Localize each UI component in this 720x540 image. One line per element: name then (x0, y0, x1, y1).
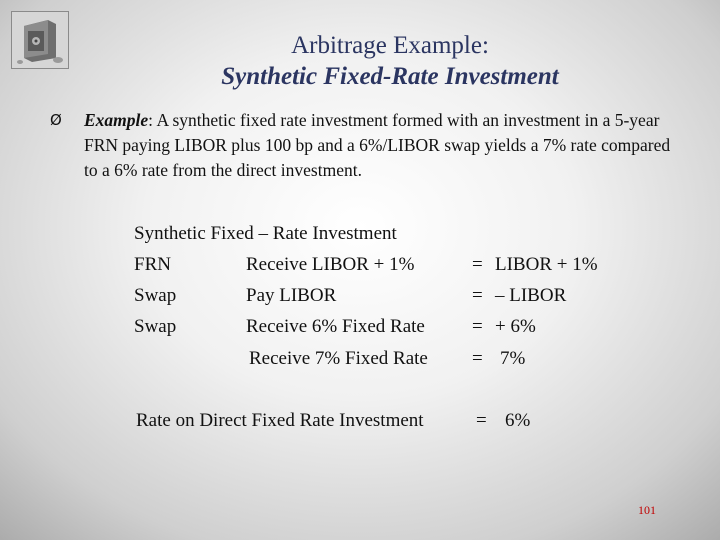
row-instrument: Swap (134, 316, 177, 337)
title: Arbitrage Example: (291, 32, 489, 59)
row-position: Receive 7% Fixed Rate (249, 348, 428, 369)
bullet-arrow-icon: Ø (50, 111, 62, 129)
row-position: Receive LIBOR + 1% (246, 254, 415, 275)
row-instrument: Swap (134, 285, 177, 306)
row-equals: = (472, 254, 483, 275)
row-result: LIBOR + 1% (495, 254, 598, 275)
row-equals: = (472, 348, 483, 369)
row-result: 7% (500, 348, 526, 369)
direct-result: 6% (505, 410, 531, 431)
calc-header: Synthetic Fixed – Rate Investment (134, 223, 397, 244)
row-position: Receive 6% Fixed Rate (246, 316, 425, 337)
row-result: – LIBOR (495, 285, 567, 306)
row-position: Pay LIBOR (246, 285, 337, 306)
bullet-label: Example (84, 110, 149, 130)
page-number: 101 (638, 503, 656, 517)
direct-label: Rate on Direct Fixed Rate Investment (136, 410, 424, 431)
subtitle: Synthetic Fixed-Rate Investment (221, 63, 559, 90)
row-instrument: FRN (134, 254, 171, 275)
row-equals: = (472, 316, 483, 337)
bullet-text: : A synthetic fixed rate investment formed with an investment in a 5-year FRN paying LIBOR plus 100 bp and a 6%/LIBOR swap yields a 7% rate compared to a 6% rate from the direct investment. (84, 110, 671, 180)
row-result: + 6% (495, 316, 536, 337)
direct-equals: = (476, 410, 487, 431)
row-equals: = (472, 285, 483, 306)
